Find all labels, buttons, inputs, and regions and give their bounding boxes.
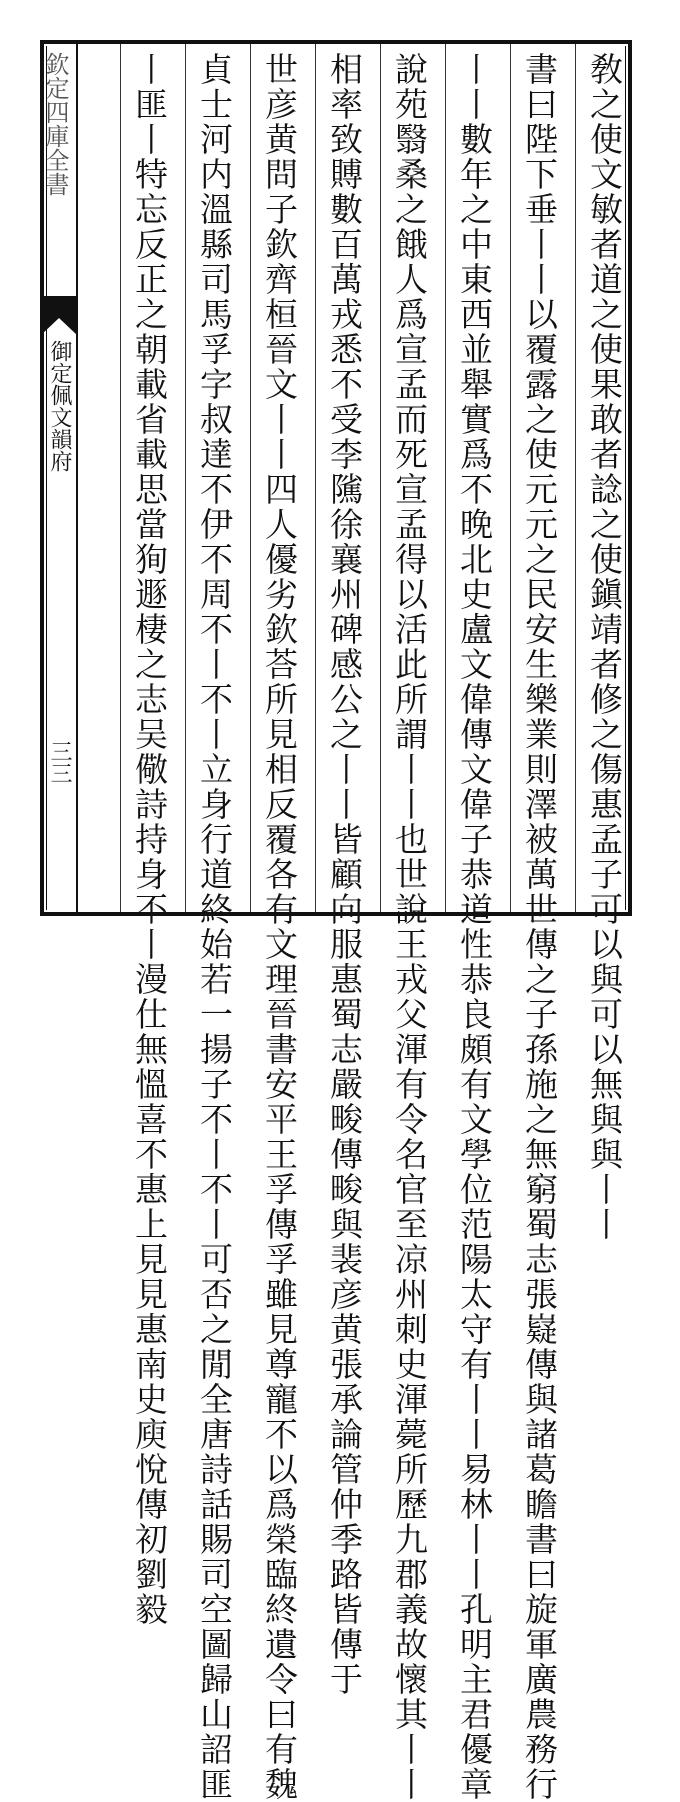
column-rule xyxy=(380,44,381,912)
text-column-8: 丨匪丨特忘反正之朝載省載思當狥遯棲之志吴儆詩持身不丨漫仕無慍喜不惠上見見惠南史庾悅傳初劉毅 xyxy=(130,52,169,1627)
column-rule xyxy=(185,44,186,912)
column-rule xyxy=(510,44,511,912)
margin-collection-title: 欽定四庫全書 xyxy=(41,52,69,196)
column-rule xyxy=(575,44,576,912)
column-rule xyxy=(120,44,121,912)
text-column-7: 貞士河内溫縣司馬孚字叔達不伊不周不丨不丨立身行道終始若一揚子不丨不丨可否之閒全唐詩話賜司空圖歸山詔匪 xyxy=(195,52,234,1802)
text-column-1: 敎之使文敏者道之使果敢者諗之使鎭靖者修之傷惠孟子可以與可以無與與丨丨 xyxy=(585,52,624,1242)
text-column-4: 說苑翳桑之餓人爲宣孟而死宣孟得以活此所謂丨丨也世說王戎父渾有令名官至凉州刺史渾薨所歷九郡義故懷其丨丨 xyxy=(390,52,429,1802)
text-column-6: 世彦黄問子欽齊桓晉文丨丨四人優劣欽荅所見相反覆各有文理晉書安平王孚傳孚雖見尊寵不以爲榮臨終遺令曰有魏 xyxy=(260,52,299,1802)
margin-book-title: 御定佩文韻府 xyxy=(47,340,72,472)
column-rule xyxy=(250,44,251,912)
text-column-3: 丨丨數年之中東西並舉實爲不晚北史盧文偉傳文偉子恭道性恭良頗有文學位范陽太守有丨丨易林丨丨孔明主君優章 xyxy=(455,52,494,1802)
column-rule xyxy=(445,44,446,912)
page-number: 三三 xyxy=(47,740,72,784)
text-column-5: 相率致賻數百萬戎悉不受李隲徐襄州碑感公之丨丨皆顧向服惠蜀志嚴畯傳畯與裴彦黄張承論管仲季路皆傳于 xyxy=(325,52,364,1697)
column-rule xyxy=(315,44,316,912)
text-column-2: 書曰陛下垂丨丨以覆露之使元元之民安生樂業則澤被萬世傳之子孫施之無窮蜀志張嶷傳與諸葛瞻書曰旋軍廣農務行 xyxy=(520,52,559,1802)
